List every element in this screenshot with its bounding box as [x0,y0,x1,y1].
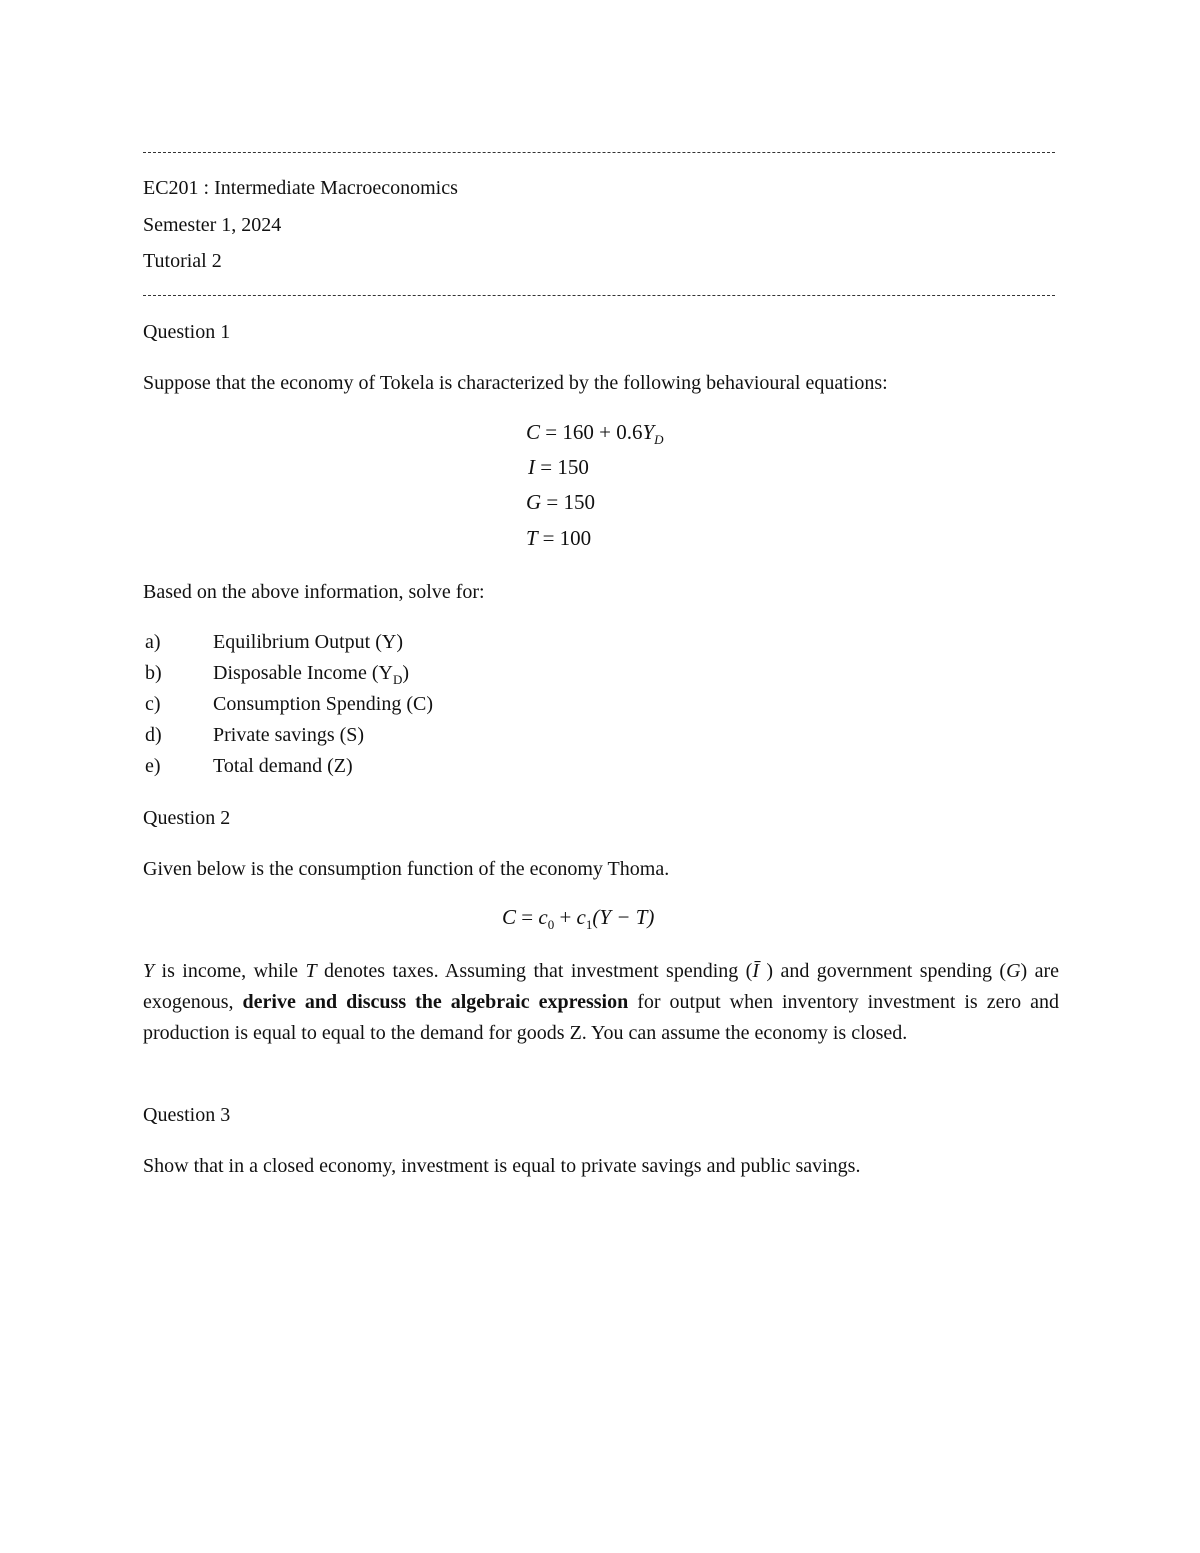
math-g: G [1006,960,1021,982]
equation-consumption [526,420,664,448]
list-text: Consumption Spending (C) [213,693,434,715]
list-text: Private savings (S) [213,724,365,746]
formula-plus: + [559,905,572,929]
para-text: ) and government spending ( [759,960,1007,982]
eq-c-var: Y [642,420,655,444]
formula-c1-sub: 1 [585,917,593,933]
list-text: Total demand (Z) [213,755,353,777]
formula-c1: c [576,905,586,929]
list-item [145,630,403,654]
question-2-intro: Given below is the consumption function of the economy Thoma. [143,858,670,880]
question-1-intro: Suppose that the economy of Tokela is characterized by the following behavioural equations: [143,372,888,394]
tutorial-line: Tutorial 2 [143,250,222,272]
math-y: Y [143,960,155,982]
semester-line: Semester 1, 2024 [143,214,282,236]
formula-lhs: C [502,905,517,929]
course-title: EC201 : Intermediate Macroeconomics [143,177,458,199]
list-letter: e) [145,755,161,777]
list-item [145,754,353,778]
bottom-dashed-rule [143,295,1055,296]
question-3-text: Show that in a closed economy, investment is equal to private savings and public savings. [143,1155,861,1177]
eq-c-sub: D [654,432,664,448]
math-t: T [305,960,317,982]
question-3-title: Question 3 [143,1104,231,1126]
question-1-title: Question 1 [143,321,231,343]
question-2-paragraph [143,956,1059,1049]
formula-c0-sub: 0 [547,917,555,933]
formula-equals: = [521,905,534,929]
list-letter: a) [145,631,161,653]
list-letter: d) [145,724,162,746]
eq-c-lhs: C [526,420,541,444]
list-letter: b) [145,662,162,684]
formula-c0: c [538,905,548,929]
equation-taxes [526,526,591,551]
para-text: ) are exogenous, [143,960,1060,1013]
list-close-paren: ) [402,662,410,684]
para-text: for output when inventory investment is zero and production is equal to equal to the demand for goods Z. You can assume the economy is closed. [143,991,1059,1044]
eq-g-rhs: = 150 [546,490,596,514]
list-subscript: D [392,672,403,687]
eq-t-lhs: T [526,526,538,550]
equation-government [526,490,595,515]
equation-investment [528,455,589,480]
list-letter: c) [145,693,161,715]
list-item [145,692,433,716]
para-text: denotes taxes. Assuming that investment spending ( [316,960,753,982]
formula-paren: (Y − T) [592,905,655,929]
bold-emphasis: derive and discuss the algebraic expression [242,991,629,1013]
list-text: Equilibrium Output (Y) [213,631,403,653]
eq-t-rhs: = 100 [542,526,592,550]
math-i-bar: Ī [752,960,760,982]
top-dashed-rule [143,152,1055,153]
eq-i-rhs: = 150 [540,455,589,479]
list-text: Disposable Income (Y [213,662,393,684]
list-item [145,661,409,692]
question-2-title: Question 2 [143,807,231,829]
eq-c-rhs: = 160 + 0.6 [545,420,643,444]
eq-i-lhs: I [528,455,535,479]
para-text: is income, while [154,960,306,982]
list-item [145,723,364,747]
eq-g-lhs: G [526,490,542,514]
consumption-function-formula [502,905,654,933]
solve-intro: Based on the above information, solve for: [143,581,485,603]
